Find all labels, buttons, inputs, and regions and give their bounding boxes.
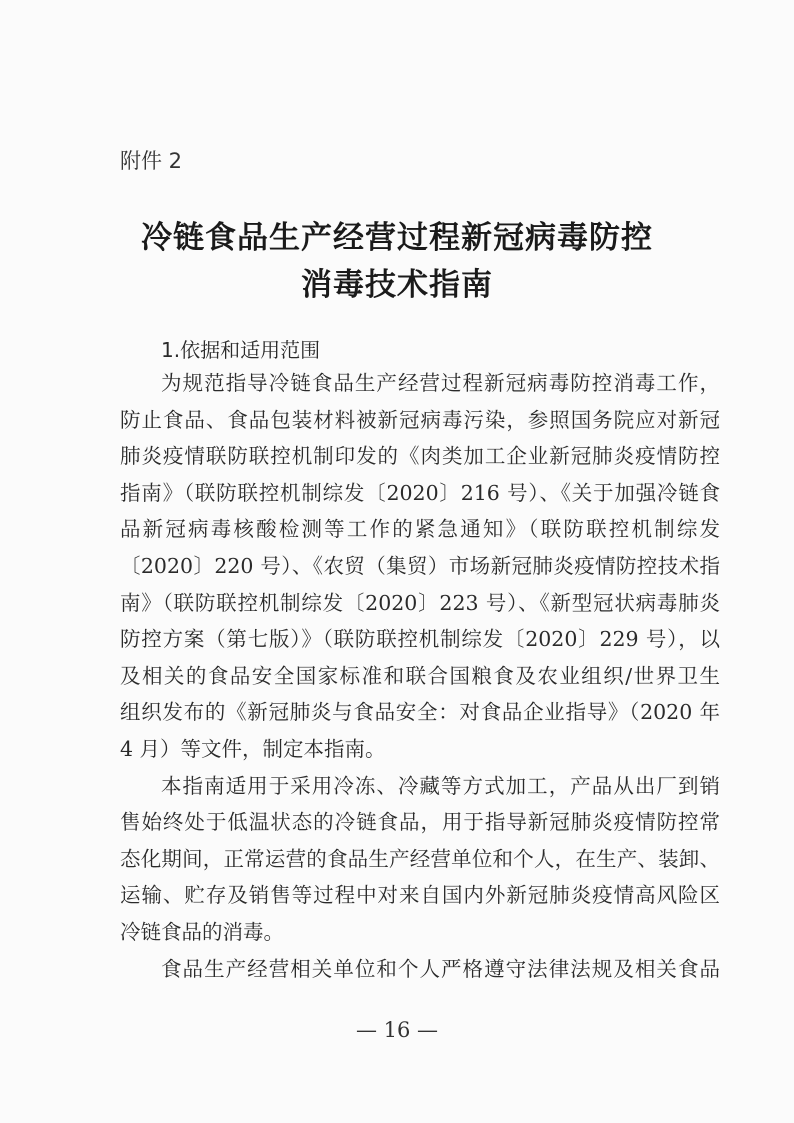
attachment-label: 附件 2 (120, 149, 183, 173)
paragraph-1-line: 及相关的食品安全国家标准和联合国粮食及农业组织/世界卫生 (120, 663, 720, 688)
document-title-line-2: 消毒技术指南 (301, 267, 493, 303)
paragraph-3-line: 食品生产经营相关单位和个人严格遵守法律法规及相关食品 (161, 956, 720, 981)
paragraph-2-line: 运输、贮存及销售等过程中对来自国内外新冠肺炎疫情高风险区 (120, 883, 720, 908)
paragraph-1-line: 〔2020〕220 号）、《农贸（集贸）市场新冠肺炎疫情防控技术指 (120, 553, 720, 578)
paragraph-1-line: 防止食品、食品包装材料被新冠病毒污染，参照国务院应对新冠 (120, 407, 720, 432)
paragraph-1-line: 组织发布的《新冠肺炎与食品安全：对食品企业指导》（2020 年 (120, 700, 720, 725)
paragraph-2-line: 售始终处于低温状态的冷链食品，用于指导新冠肺炎疫情防控常 (120, 810, 720, 835)
paragraph-2-line: 态化期间，正常运营的食品生产经营单位和个人，在生产、装卸、 (120, 846, 720, 871)
document-title-line-1: 冷链食品生产经营过程新冠病毒防控 (141, 220, 653, 256)
paragraph-2-line: 本指南适用于采用冷冻、冷藏等方式加工，产品从出厂到销 (161, 773, 720, 798)
paragraph-1-line: 南》（联防联控机制综发〔2020〕223 号）、《新型冠状病毒肺炎 (120, 590, 720, 615)
document-body (120, 365, 720, 987)
paragraph-2-line: 冷链食品的消毒。 (120, 919, 284, 944)
paragraph-1-line: 防控方案（第七版）》（联防联控机制综发〔2020〕229 号），以 (120, 627, 720, 652)
paragraph-1-line: 4 月）等文件，制定本指南。 (120, 736, 386, 761)
page-number: — 16 — (355, 1018, 439, 1042)
paragraph-1-line: 肺炎疫情联防联控机制印发的《肉类加工企业新冠肺炎疫情防控 (120, 444, 720, 469)
section-heading: 1.依据和适用范围 (161, 338, 321, 362)
paragraph-1-line: 为规范指导冷链食品生产经营过程新冠病毒防控消毒工作， (161, 371, 720, 395)
paragraph-1-line: 指南》（联防联控机制综发〔2020〕216 号）、《关于加强冷链食 (120, 480, 720, 505)
paragraph-1-line: 品新冠病毒核酸检测等工作的紧急通知》（联防联控机制综发 (120, 517, 720, 542)
